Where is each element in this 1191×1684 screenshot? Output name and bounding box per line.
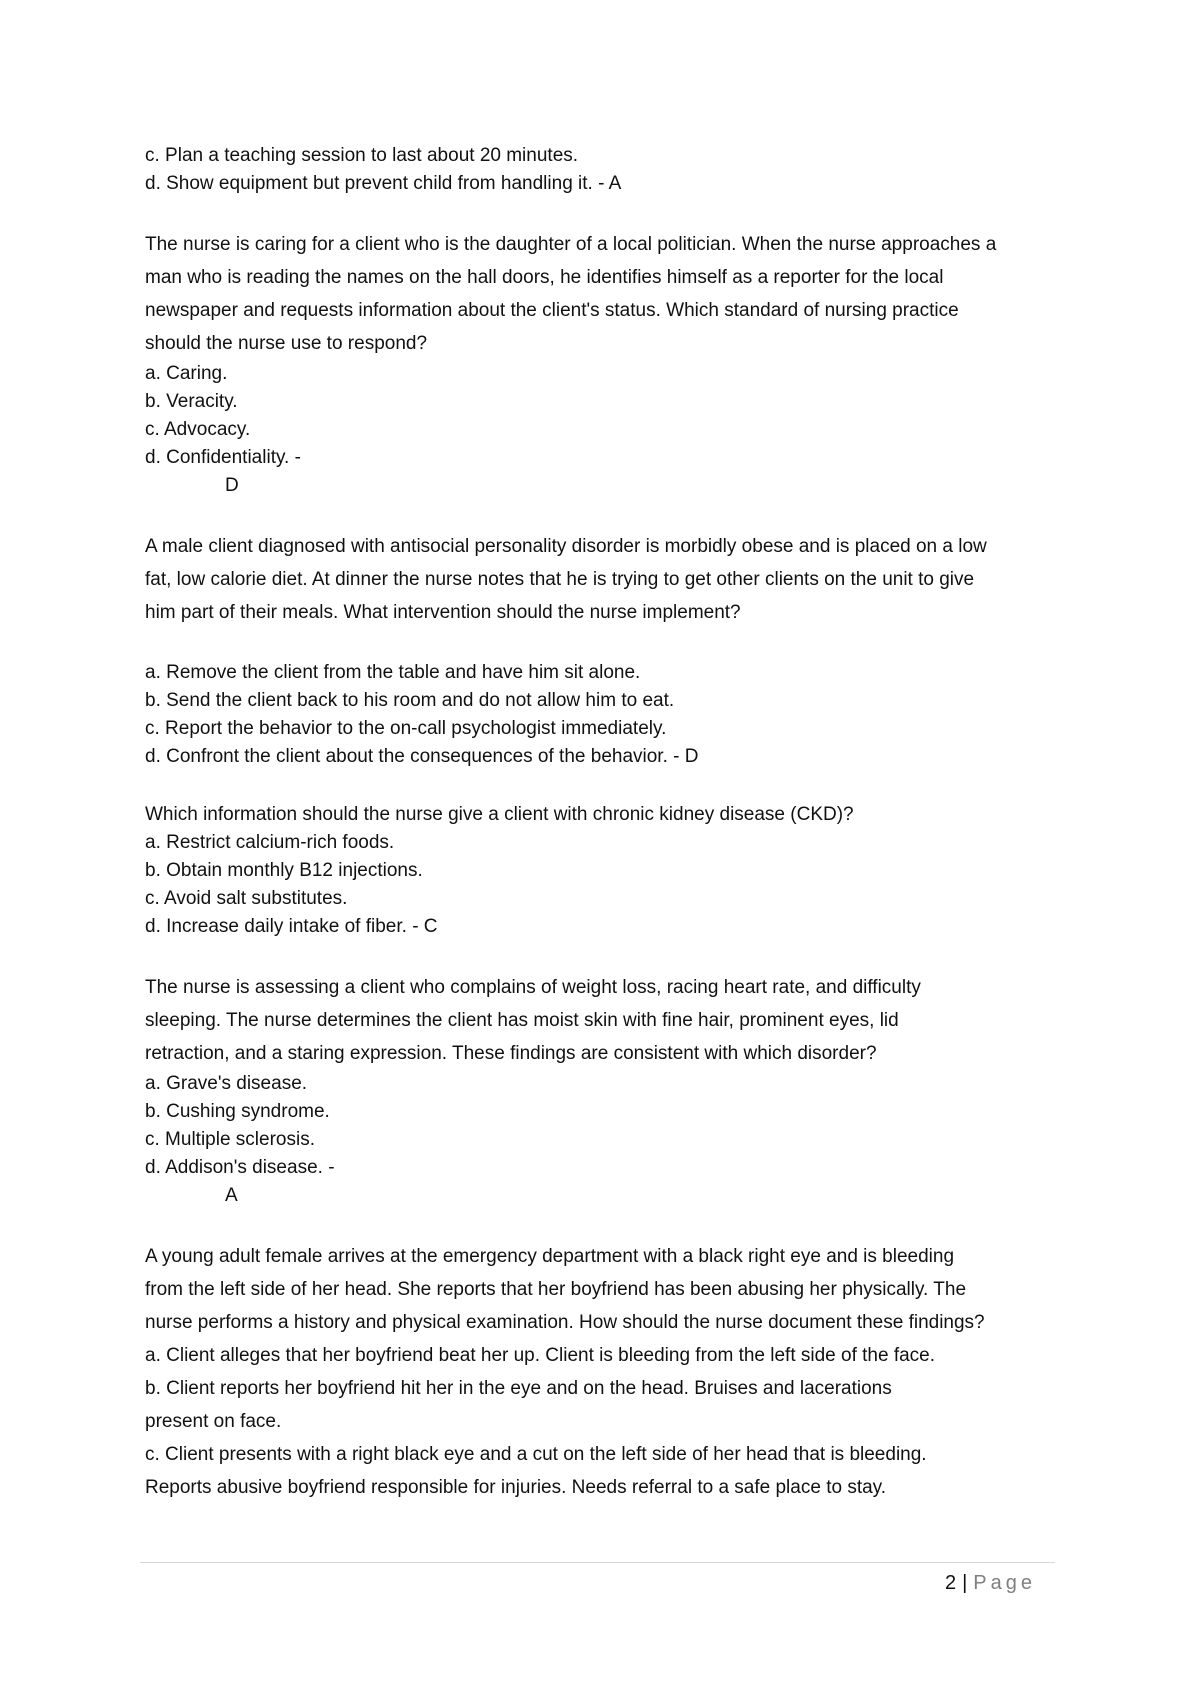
question-stem-line: fat, low calorie diet. At dinner the nurse notes that he is trying to get other clients on the unit to give — [145, 569, 975, 590]
question-stem-line: A male client diagnosed with antisocial personality disorder is morbidly obese and is placed on a low — [145, 536, 987, 557]
option-line: a. Grave's disease. — [145, 1073, 308, 1094]
answer-letter: A — [225, 1185, 238, 1206]
option-line: c. Avoid salt substitutes. — [145, 888, 348, 909]
option-line: d. Confidentiality. - — [145, 447, 301, 468]
option-line: b. Send the client back to his room and do not allow him to eat. — [145, 690, 675, 711]
question-stem-line: retraction, and a staring expression. These findings are consistent with which disorder? — [145, 1043, 877, 1064]
question-4 — [145, 971, 1065, 1210]
option-line: d. Addison's disease. - — [145, 1157, 335, 1178]
option-line: c. Advocacy. — [145, 419, 251, 440]
option-line: a. Client alleges that her boyfriend beat her up. Client is bleeding from the left side of the face. — [145, 1345, 936, 1366]
question-stem-line: him part of their meals. What intervention should the nurse implement? — [145, 602, 741, 623]
option-line: c. Client presents with a right black eye and a cut on the left side of her head that is bleeding. — [145, 1444, 927, 1465]
option-line: a. Restrict calcium-rich foods. — [145, 832, 395, 853]
page-footer — [945, 1572, 1036, 1595]
option-line-continued: present on face. — [145, 1411, 282, 1432]
option-line: a. Remove the client from the table and have him sit alone. — [145, 662, 641, 683]
question-stem-line: The nurse is assessing a client who complains of weight loss, racing heart rate, and difficulty — [145, 977, 921, 998]
question-1 — [145, 228, 1065, 500]
question-stem-line: nurse performs a history and physical examination. How should the nurse document these findings? — [145, 1312, 985, 1333]
option-line: d. Show equipment but prevent child from handling it. - A — [145, 173, 622, 194]
page-label: Page — [973, 1572, 1036, 1594]
footer-divider — [140, 1562, 1055, 1563]
option-line: b. Obtain monthly B12 injections. — [145, 860, 423, 881]
question-stem-line: from the left side of her head. She reports that her boyfriend has been abusing her physically. The — [145, 1279, 967, 1300]
page-content — [145, 142, 1065, 1504]
footer-separator: | — [962, 1572, 968, 1594]
answer-letter: D — [225, 475, 239, 496]
question-3 — [145, 801, 1065, 941]
question-stem-line: The nurse is caring for a client who is the daughter of a local politician. When the nurse approaches a — [145, 234, 997, 255]
option-line: a. Caring. — [145, 363, 228, 384]
option-line-continued: Reports abusive boyfriend responsible for injuries. Needs referral to a safe place to stay. — [145, 1477, 887, 1498]
question-stem-line: man who is reading the names on the hall doors, he identifies himself as a reporter for the local — [145, 267, 944, 288]
question-stem-line: A young adult female arrives at the emergency department with a black right eye and is bleeding — [145, 1246, 955, 1267]
option-line: b. Client reports her boyfriend hit her in the eye and on the head. Bruises and lacerations — [145, 1378, 892, 1399]
question-stem-line: newspaper and requests information about the client's status. Which standard of nursing practice — [145, 300, 959, 321]
option-line: c. Multiple sclerosis. — [145, 1129, 315, 1150]
question-stem-line: should the nurse use to respond? — [145, 333, 428, 354]
option-line: d. Confront the client about the consequences of the behavior. - D — [145, 746, 699, 767]
option-line: b. Cushing syndrome. — [145, 1101, 330, 1122]
page-number: 2 — [944, 1572, 957, 1594]
question-5 — [145, 1240, 1065, 1504]
option-line: d. Increase daily intake of fiber. - C — [145, 916, 438, 937]
question-2 — [145, 530, 1065, 771]
question-0-options — [145, 142, 1065, 198]
option-line: c. Plan a teaching session to last about 20 minutes. — [145, 145, 579, 166]
option-line: c. Report the behavior to the on-call psychologist immediately. — [145, 718, 667, 739]
option-line: b. Veracity. — [145, 391, 238, 412]
question-stem-line: sleeping. The nurse determines the client has moist skin with fine hair, prominent eyes, lid — [145, 1010, 899, 1031]
question-stem-line: Which information should the nurse give a client with chronic kidney disease (CKD)? — [145, 804, 854, 825]
